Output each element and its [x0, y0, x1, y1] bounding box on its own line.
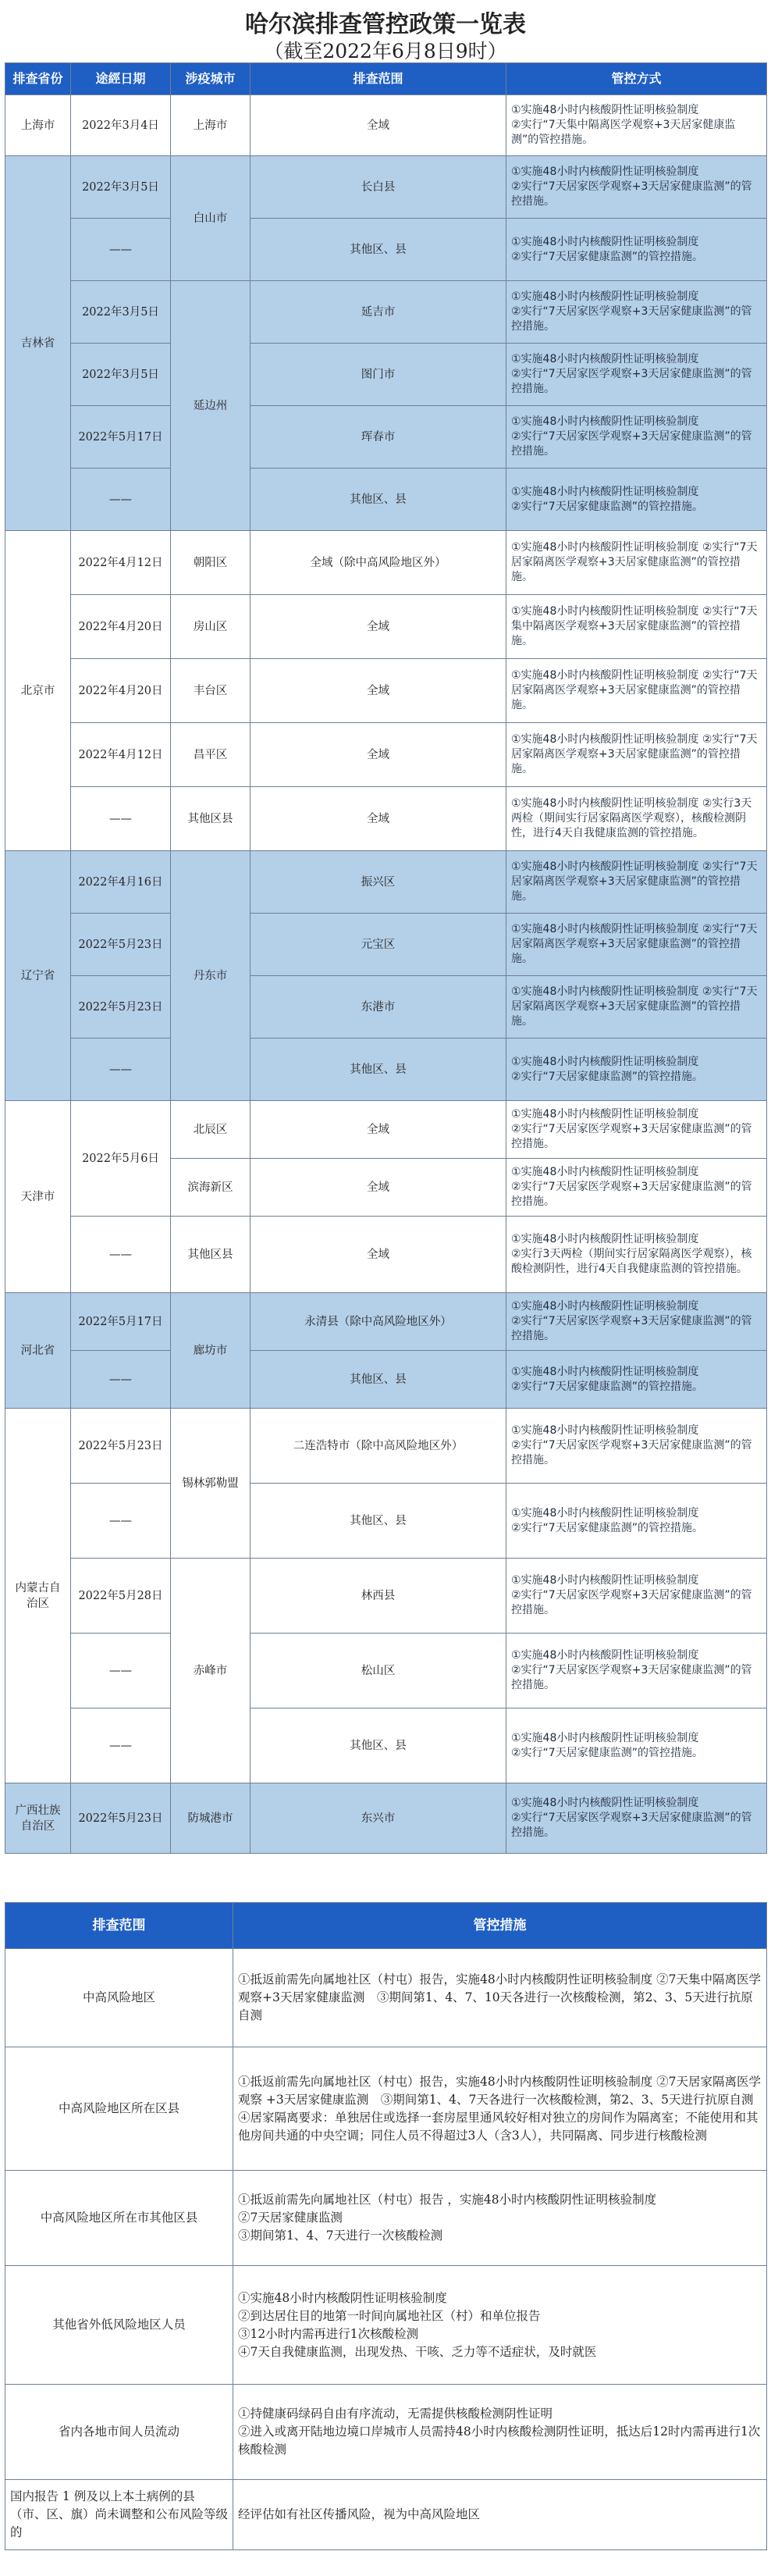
- date-cell: 2022年5月6日: [71, 1101, 171, 1217]
- scope-cell: 全域: [250, 1217, 506, 1293]
- table-row: [5, 1484, 767, 1559]
- date-cell: 2022年4月16日: [71, 851, 171, 914]
- table-header-row: [5, 1903, 767, 1949]
- province-cell: 北京市: [5, 531, 71, 851]
- table-row: [5, 851, 767, 914]
- scope-cell: 其他区、县: [250, 1039, 506, 1101]
- measure-cell: ①实施48小时内核酸阴性证明核验制度 ②实行“7天居家医学观察+3天居家健康监测”的管控措施。: [506, 156, 767, 219]
- province-cell: 吉林省: [5, 156, 71, 531]
- city-cell: 滨海新区: [171, 1159, 250, 1217]
- scope-cell: 其他区、县: [250, 1484, 506, 1559]
- table-row: [5, 2385, 767, 2480]
- scope-cell: 全域: [250, 595, 506, 659]
- province-cell: 辽宁省: [5, 851, 71, 1101]
- city-cell: 房山区: [171, 595, 250, 659]
- measure-cell: ①实施48小时内核酸阴性证明核验制度 ②实行“7天居家健康监测”的管控措施。: [506, 219, 767, 281]
- table-row: [5, 1949, 767, 2047]
- measure-cell: ①实施48小时内核酸阴性证明核验制度 ②实行“7天居家隔离医学观察+3天居家健康监测”的管控措施。: [506, 851, 767, 914]
- city-policy-table: [5, 62, 767, 1854]
- scope-cell: 全域: [250, 1101, 506, 1159]
- city-cell: 防城港市: [171, 1783, 250, 1854]
- table-row: [5, 1634, 767, 1708]
- scope-cell: 其他区、县: [250, 1351, 506, 1409]
- table-row: [5, 723, 767, 787]
- table-row: [5, 2480, 767, 2550]
- measure-cell: ①持健康码绿码自由有序流动，无需提供核酸检测阴性证明 ②进入或离开陆地边境口岸城市人员需持48小时内核酸检测阴性证明，抵达后12时内需再进行1次核酸检测: [233, 2385, 767, 2480]
- scope-cell: 其他区、县: [250, 469, 506, 531]
- scope-cell: 二连浩特市（除中高风险地区外）: [250, 1409, 506, 1484]
- header-measure: 管控方式: [506, 63, 767, 95]
- city-cell: 丹东市: [171, 851, 250, 1101]
- province-cell: 内蒙古自治区: [5, 1409, 71, 1783]
- table-row: [5, 406, 767, 469]
- scope-cell: 图门市: [250, 344, 506, 406]
- table-row: [5, 2171, 767, 2266]
- measure-cell: ①实施48小时内核酸阴性证明核验制度 ②实行“7天居家医学观察+3天居家健康监测”的管控措施。: [506, 281, 767, 344]
- table-row: [5, 2266, 767, 2385]
- date-cell: 2022年5月17日: [71, 1293, 171, 1351]
- date-cell: ——: [71, 1351, 171, 1409]
- table-row: [5, 1039, 767, 1101]
- measure-cell: ①实施48小时内核酸阴性证明核验制度 ②实行“7天居家隔离医学观察+3天居家健康监测”的管控措施。: [506, 976, 767, 1039]
- table-row: [5, 595, 767, 659]
- measure-cell: ①实施48小时内核酸阴性证明核验制度 ②实行“7天居家医学观察+3天居家健康监测”的管控措施。: [506, 1783, 767, 1854]
- city-cell: 白山市: [171, 156, 250, 281]
- table-row: [5, 1708, 767, 1783]
- scope-cell: 全域: [250, 659, 506, 723]
- city-cell: 延边州: [171, 281, 250, 531]
- scope-cell: 中高风险地区所在市其他区县: [5, 2171, 233, 2266]
- measure-cell: ①实施48小时内核酸阴性证明核验制度 ②实行3天两检（期间实行居家隔离医学观察），核酸检测阴性，进行4天自我健康监测的管控措施。: [506, 787, 767, 851]
- date-cell: ——: [71, 1708, 171, 1783]
- measure-cell: ①实施48小时内核酸阴性证明核验制度 ②实行“7天居家隔离医学观察+3天居家健康监测”的管控措施。: [506, 914, 767, 976]
- province-cell: 天津市: [5, 1101, 71, 1293]
- measure-cell: ①实施48小时内核酸阴性证明核验制度 ②实行“7天居家隔离医学观察+3天居家健康监测”的管控措施。: [506, 531, 767, 595]
- table-row: [5, 1559, 767, 1634]
- date-cell: ——: [71, 787, 171, 851]
- date-cell: ——: [71, 219, 171, 281]
- table-row: [5, 659, 767, 723]
- measure-cell: ①抵返前需先向属地社区（村屯）报告，实施48小时内核酸阴性证明核验制度 ②7天居家隔离医学观察 +3天居家健康监测 ③期间第1、4、7天各进行一次核酸检测，第2、3、5天进行抗原自测 ④居家隔离要求：单独居住或选择一套房屋里通风较好相对独立的房间作为隔离室；不能使用和其他房间共通的中央空调；同住人员不得超过3人（含3人），共同隔离、同步进行核酸检测: [233, 2047, 767, 2171]
- measure-cell: ①实施48小时内核酸阴性证明核验制度 ②实行“7天居家健康监测”的管控措施。: [506, 469, 767, 531]
- table-row: [5, 1351, 767, 1409]
- date-cell: 2022年3月4日: [71, 95, 171, 156]
- city-cell: 北辰区: [171, 1101, 250, 1159]
- scope-cell: 全域: [250, 787, 506, 851]
- table-row: [5, 281, 767, 344]
- scope-cell: 长白县: [250, 156, 506, 219]
- table-row: [5, 95, 767, 156]
- measure-cell: ①实施48小时内核酸阴性证明核验制度 ②实行“7天居家健康监测”的管控措施。: [506, 1484, 767, 1559]
- header-scope: 排查范围: [250, 63, 506, 95]
- date-cell: 2022年4月20日: [71, 595, 171, 659]
- scope-cell: 东港市: [250, 976, 506, 1039]
- risk-area-policy-table: [5, 1902, 767, 2550]
- scope-cell: 全域: [250, 723, 506, 787]
- measure-cell: ①实施48小时内核酸阴性证明核验制度 ②实行“7天居家医学观察+3天居家健康监测”的管控措施。: [506, 1634, 767, 1708]
- scope-cell: 东兴市: [250, 1783, 506, 1854]
- header-province: 排查省份: [5, 63, 71, 95]
- scope-cell: 全域（除中高风险地区外）: [250, 531, 506, 595]
- date-cell: 2022年5月23日: [71, 1409, 171, 1484]
- province-cell: 上海市: [5, 95, 71, 156]
- city-cell: 昌平区: [171, 723, 250, 787]
- table-row: [5, 2047, 767, 2171]
- date-cell: 2022年3月5日: [71, 281, 171, 344]
- table-row: [5, 1217, 767, 1293]
- page-subtitle: （截至2022年6月8日9时）: [264, 40, 507, 62]
- page-title: 哈尔滨排查管控政策一览表: [245, 11, 526, 38]
- province-cell: 河北省: [5, 1293, 71, 1409]
- scope-cell: 其他区、县: [250, 219, 506, 281]
- measure-cell: ①实施48小时内核酸阴性证明核验制度 ②实行“7天居家隔离医学观察+3天居家健康监测”的管控措施。: [506, 723, 767, 787]
- scope-cell: 其他区、县: [250, 1708, 506, 1783]
- date-cell: ——: [71, 1634, 171, 1708]
- header-city: 涉疫城市: [171, 63, 250, 95]
- scope-cell: 永清县（除中高风险地区外）: [250, 1293, 506, 1351]
- date-cell: 2022年5月23日: [71, 976, 171, 1039]
- city-cell: 上海市: [171, 95, 250, 156]
- date-cell: 2022年5月23日: [71, 1783, 171, 1854]
- city-cell: 其他区县: [171, 787, 250, 851]
- table-header-row: [5, 63, 767, 95]
- measure-cell: ①实施48小时内核酸阴性证明核验制度 ②实行“7天居家医学观察+3天居家健康监测”的管控措施。: [506, 1409, 767, 1484]
- header-scope: 排查范围: [5, 1903, 233, 1949]
- table-row: [5, 344, 767, 406]
- measure-cell: ①实施48小时内核酸阴性证明核验制度 ②实行“7天居家隔离医学观察+3天居家健康监测”的管控措施。: [506, 659, 767, 723]
- province-cell: 广西壮族自治区: [5, 1783, 71, 1854]
- date-cell: 2022年3月5日: [71, 344, 171, 406]
- measure-cell: ①实施48小时内核酸阴性证明核验制度 ②实行“7天居家医学观察+3天居家健康监测”的管控措施。: [506, 1293, 767, 1351]
- measure-cell: 经评估如有社区传播风险，视为中高风险地区: [233, 2480, 767, 2550]
- table-row: [5, 1101, 767, 1159]
- measure-cell: ①实施48小时内核酸阴性证明核验制度 ②实行3天两检（期间实行居家隔离医学观察），核酸检测阴性，进行4天自我健康监测的管控措施。: [506, 1217, 767, 1293]
- measure-cell: ①实施48小时内核酸阴性证明核验制度 ②实行“7天居家健康监测”的管控措施。: [506, 1039, 767, 1101]
- table-row: [5, 787, 767, 851]
- scope-cell: 延吉市: [250, 281, 506, 344]
- date-cell: 2022年4月12日: [71, 723, 171, 787]
- table-row: [5, 469, 767, 531]
- date-cell: 2022年5月23日: [71, 914, 171, 976]
- city-cell: 丰台区: [171, 659, 250, 723]
- scope-cell: 中高风险地区: [5, 1949, 233, 2047]
- date-cell: ——: [71, 1484, 171, 1559]
- measure-cell: ①实施48小时内核酸阴性证明核验制度 ②实行“7天居家健康监测”的管控措施。: [506, 1351, 767, 1409]
- date-cell: ——: [71, 1217, 171, 1293]
- scope-cell: 全域: [250, 95, 506, 156]
- measure-cell: ①实施48小时内核酸阴性证明核验制度 ②实行“7天居家医学观察+3天居家健康监测”的管控措施。: [506, 406, 767, 469]
- measure-cell: ①实施48小时内核酸阴性证明核验制度 ②实行“7天居家医学观察+3天居家健康监测”的管控措施。: [506, 1559, 767, 1634]
- measure-cell: ①实施48小时内核酸阴性证明核验制度 ②实行“7天居家医学观察+3天居家健康监测”的管控措施。: [506, 1101, 767, 1159]
- table-row: [5, 1783, 767, 1854]
- table-row: [5, 976, 767, 1039]
- date-cell: ——: [71, 1039, 171, 1101]
- measure-cell: ①实施48小时内核酸阴性证明核验制度 ②实行“7天居家医学观察+3天居家健康监测”的管控措施。: [506, 344, 767, 406]
- date-cell: 2022年4月12日: [71, 531, 171, 595]
- scope-cell: 省内各地市间人员流动: [5, 2385, 233, 2480]
- scope-cell: 全域: [250, 1159, 506, 1217]
- measure-cell: ①抵返前需先向属地社区（村屯）报告，实施48小时内核酸阴性证明核验制度 ②7天集中隔离医学观察+3天居家健康监测 ③期间第1、4、7、10天各进行一次核酸检测，第2、3、5天进行抗原自测: [233, 1949, 767, 2047]
- scope-cell: 珲春市: [250, 406, 506, 469]
- city-cell: 朝阳区: [171, 531, 250, 595]
- date-cell: ——: [71, 469, 171, 531]
- measure-cell: ①实施48小时内核酸阴性证明核验制度 ②实行“7天集中隔离医学观察+3天居家健康监测”的管控措施。: [506, 595, 767, 659]
- measure-cell: ①实施48小时内核酸阴性证明核验制度 ②实行“7天居家医学观察+3天居家健康监测”的管控措施。: [506, 1159, 767, 1217]
- table-row: [5, 1293, 767, 1351]
- scope-cell: 松山区: [250, 1634, 506, 1708]
- table-row: [5, 219, 767, 281]
- city-cell: 其他区县: [171, 1217, 250, 1293]
- scope-cell: 国内报告 1 例及以上本土病例的县（市、区、旗）尚未调整和公布风险等级的: [5, 2480, 233, 2550]
- scope-cell: 林西县: [250, 1559, 506, 1634]
- table-row: [5, 156, 767, 219]
- date-cell: 2022年4月20日: [71, 659, 171, 723]
- header-measure: 管控措施: [233, 1903, 767, 1949]
- measure-cell: ①实施48小时内核酸阴性证明核验制度 ②到达居住目的地第一时间向属地社区（村）和单位报告 ③12小时内需再进行1次核酸检测 ④7天自我健康监测，出现发热、干咳、乏力等不适症状，及时就医: [233, 2266, 767, 2385]
- scope-cell: 中高风险地区所在区县: [5, 2047, 233, 2171]
- date-cell: 2022年5月28日: [71, 1559, 171, 1634]
- scope-cell: 元宝区: [250, 914, 506, 976]
- scope-cell: 振兴区: [250, 851, 506, 914]
- measure-cell: ①抵返前需先向属地社区（村屯）报告 ，实施48小时内核酸阴性证明核验制度 ②7天居家健康监测 ③期间第1、4、7天进行一次核酸检测: [233, 2171, 767, 2266]
- date-cell: 2022年3月5日: [71, 156, 171, 219]
- date-cell: 2022年5月17日: [71, 406, 171, 469]
- city-cell: 锡林郭勒盟: [171, 1409, 250, 1559]
- table-row: [5, 531, 767, 595]
- city-cell: 赤峰市: [171, 1559, 250, 1783]
- table-row: [5, 1409, 767, 1484]
- measure-cell: ①实施48小时内核酸阴性证明核验制度 ②实行“7天集中隔离医学观察+3天居家健康监测”的管控措施。: [506, 95, 767, 156]
- table-row: [5, 914, 767, 976]
- header-date: 途經日期: [71, 63, 171, 95]
- city-cell: 廊坊市: [171, 1293, 250, 1409]
- scope-cell: 其他省外低风险地区人员: [5, 2266, 233, 2385]
- measure-cell: ①实施48小时内核酸阴性证明核验制度 ②实行“7天居家健康监测”的管控措施。: [506, 1708, 767, 1783]
